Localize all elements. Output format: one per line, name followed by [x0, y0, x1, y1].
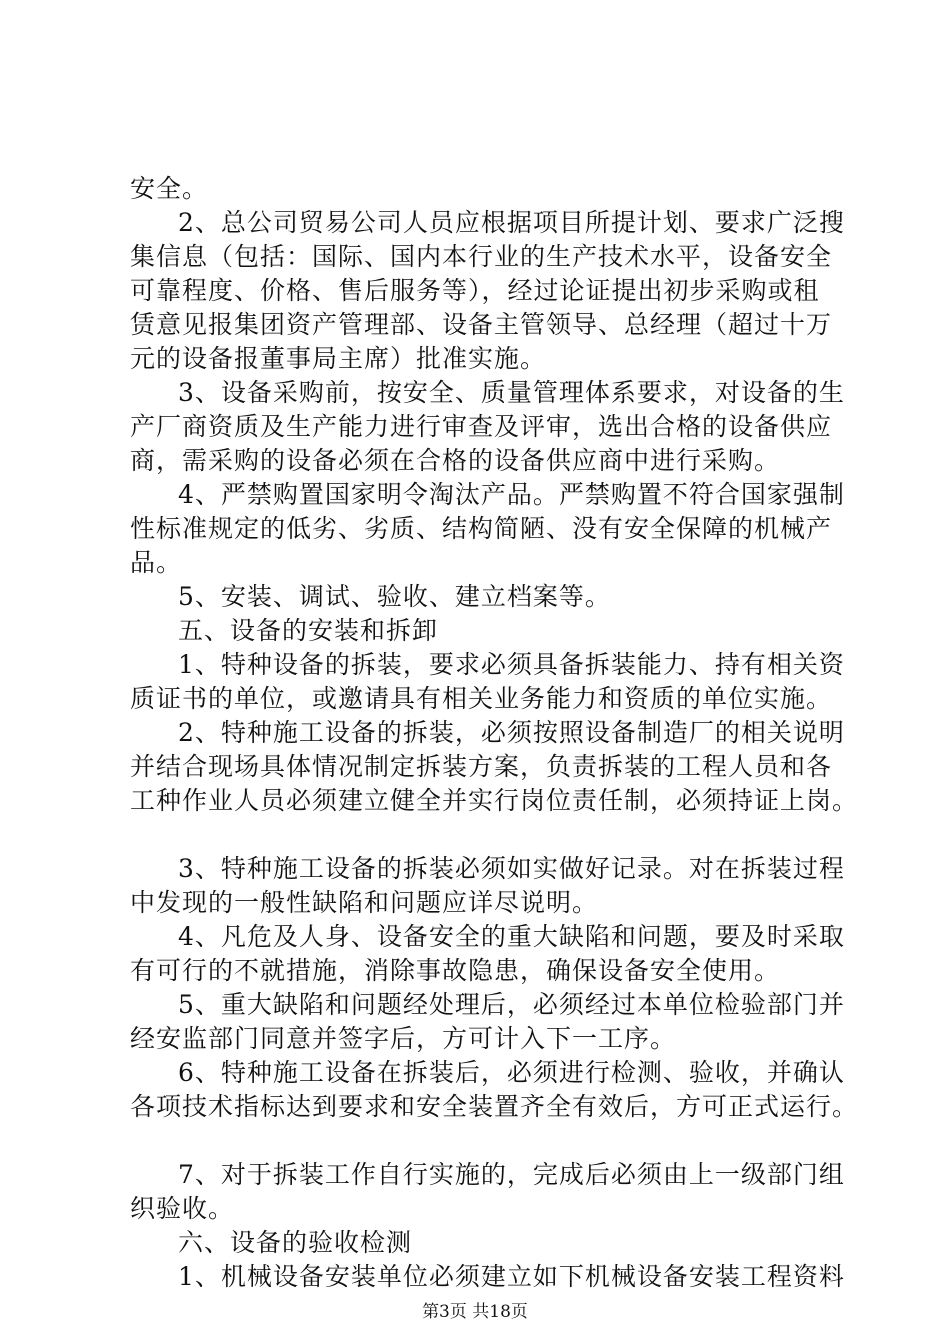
section-heading: 六、设备的验收检测 [178, 1228, 413, 1257]
text-line: 性标准规定的低劣、劣质、结构简陋、没有安全保障的机械产 [130, 514, 833, 543]
text-line: 3、设备采购前，按安全、质量管理体系要求，对设备的生 [178, 378, 845, 407]
text-line: 织验收。 [130, 1194, 235, 1223]
text-line: 5、安装、调试、验收、建立档案等。 [178, 582, 611, 611]
page-footer: 第3页 共18页 [422, 1302, 528, 1322]
text-line: 6、特种施工设备在拆装后，必须进行检测、验收，并确认 [178, 1058, 845, 1087]
text-line: 赁意见报集团资产管理部、设备主管领导、总经理（超过十万 [130, 310, 833, 339]
text-line: 1、机械设备安装单位必须建立如下机械设备安装工程资料 [178, 1262, 845, 1291]
text-line: 5、重大缺陷和问题经处理后，必须经过本单位检验部门并 [178, 990, 845, 1019]
text-line: 4、严禁购置国家明令淘汰产品。严禁购置不符合国家强制 [178, 480, 845, 509]
section-heading: 五、设备的安装和拆卸 [178, 616, 439, 645]
text-line: 并结合现场具体情况制定拆装方案，负责拆装的工程人员和各 [130, 752, 833, 781]
text-line: 元的设备报董事局主席）批准实施。 [130, 344, 547, 373]
text-line: 7、对于拆装工作自行实施的，完成后必须由上一级部门组 [178, 1160, 845, 1189]
text-line: 各项技术指标达到要求和安全装置齐全有效后，方可正式运行。 [130, 1092, 859, 1121]
text-line: 中发现的一般性缺陷和问题应详尽说明。 [130, 888, 599, 917]
text-line: 商，需采购的设备必须在合格的设备供应商中进行采购。 [130, 446, 781, 475]
text-line: 4、凡危及人身、设备安全的重大缺陷和问题，要及时采取 [178, 922, 845, 951]
text-line: 3、特种施工设备的拆装必须如实做好记录。对在拆装过程 [178, 854, 845, 883]
text-line: 工种作业人员必须建立健全并实行岗位责任制，必须持证上岗。 [130, 786, 859, 815]
text-line: 2、总公司贸易公司人员应根据项目所提计划、要求广泛搜 [178, 208, 845, 237]
text-line: 有可行的不就措施，消除事故隐患，确保设备安全使用。 [130, 956, 781, 985]
text-line: 1、特种设备的拆装，要求必须具备拆装能力、持有相关资 [178, 650, 845, 679]
text-line: 品。 [130, 548, 183, 577]
text-line: 2、特种施工设备的拆装，必须按照设备制造厂的相关说明 [178, 718, 845, 747]
text-line: 安全。 [130, 174, 209, 203]
text-line: 集信息（包括：国际、国内本行业的生产技术水平，设备安全 [130, 242, 833, 271]
text-line: 产厂商资质及生产能力进行审查及评审，选出合格的设备供应 [130, 412, 833, 441]
text-line: 质证书的单位，或邀请具有相关业务能力和资质的单位实施。 [130, 684, 833, 713]
text-line: 经安监部门同意并签字后，方可计入下一工序。 [130, 1024, 677, 1053]
text-line: 可靠程度、价格、售后服务等），经过论证提出初步采购或租 [130, 276, 820, 305]
